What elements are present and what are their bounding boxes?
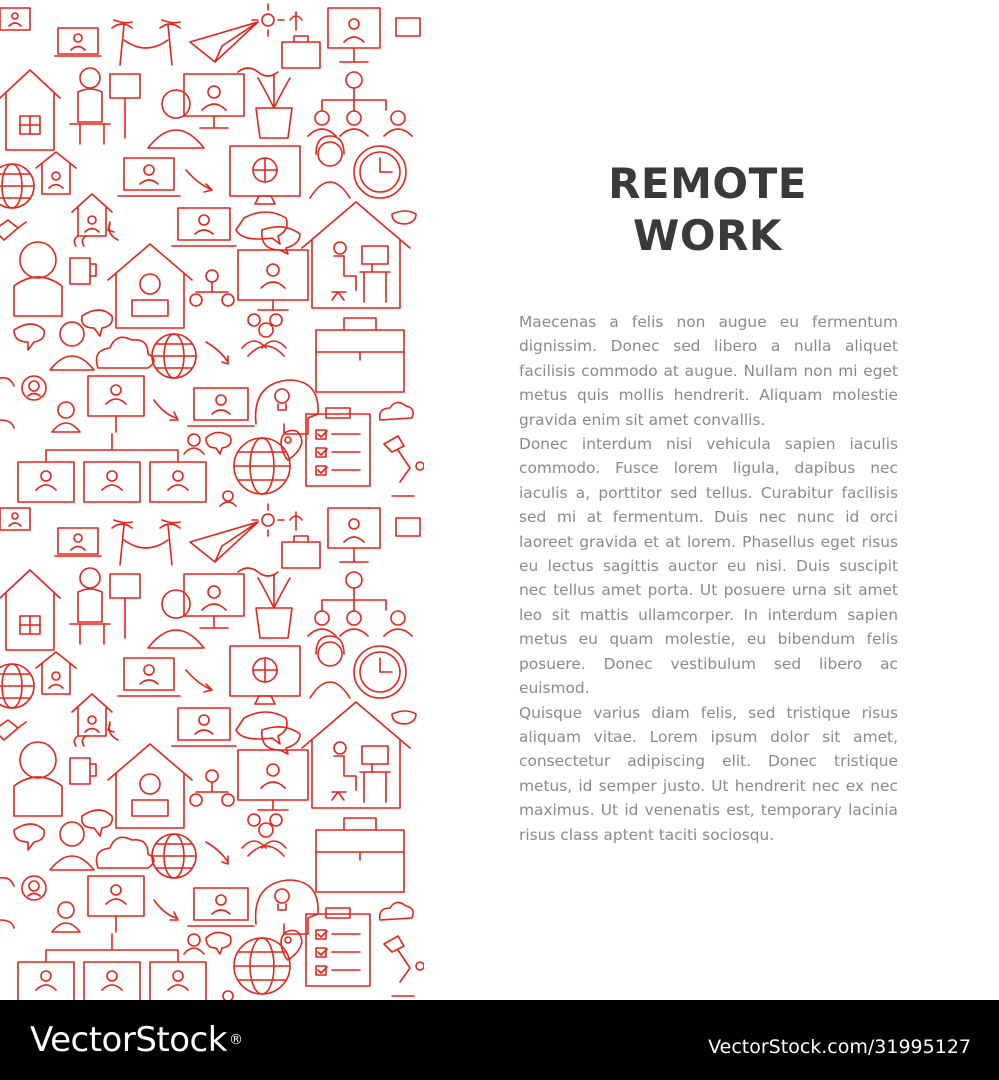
registered-icon: ®	[228, 1032, 243, 1048]
title-line-1: REMOTE	[608, 159, 807, 208]
page-title	[600, 158, 815, 262]
remote-work-icon-pattern	[0, 0, 424, 1000]
paragraph: Donec interdum nisi vehicula sapien iaculis commodo. Fusce lorem ligula, dapibus nec iaculis a, porttitor sed tellus. Curabitur facilisis sed mi at fermentum. Duis nec nunc id orci laoreet gravida et at lorem. Phasellus eget risus eu lectus sagittis auctor eu nisi. Duis suscipit nec tellus amet porta. Ut posuere urna sit amet leo sit mattis ullamcorper. In interdum sapien metus eu quam molestie, eu bibendum felis posuere. Donec vestibulum sed libero ac euismod.	[519, 435, 898, 698]
brand-name: VectorStock	[30, 1020, 227, 1060]
image-credit: VectorStock.com/31995127	[708, 1036, 971, 1058]
vectorstock-logo	[30, 1020, 242, 1060]
title-line-2: WORK	[633, 211, 782, 260]
footer-bar	[0, 1000, 999, 1080]
pattern-tile-top	[0, 4, 424, 506]
pattern-tile-bottom	[0, 504, 424, 1000]
body-text	[519, 310, 898, 847]
paragraph: Maecenas a felis non augue eu fermentum dignissim. Donec sed libero a nulla aliquet facilisis commodo at augue. Nullam non mi eget metus quis mollis hendrerit. Aliquam molestie gravida enim sit amet convallis.	[519, 313, 898, 429]
paragraph: Quisque varius diam felis, sed tristique risus aliquam vitae. Lorem ipsum dolor sit amet, consectetur adipiscing elit. Donec tristique metus, id semper justo. Ut hendrerit nec ex nec maximus. Ut id venenatis est, temporary lacinia risus class aptent taciti sociosqu.	[519, 703, 898, 844]
